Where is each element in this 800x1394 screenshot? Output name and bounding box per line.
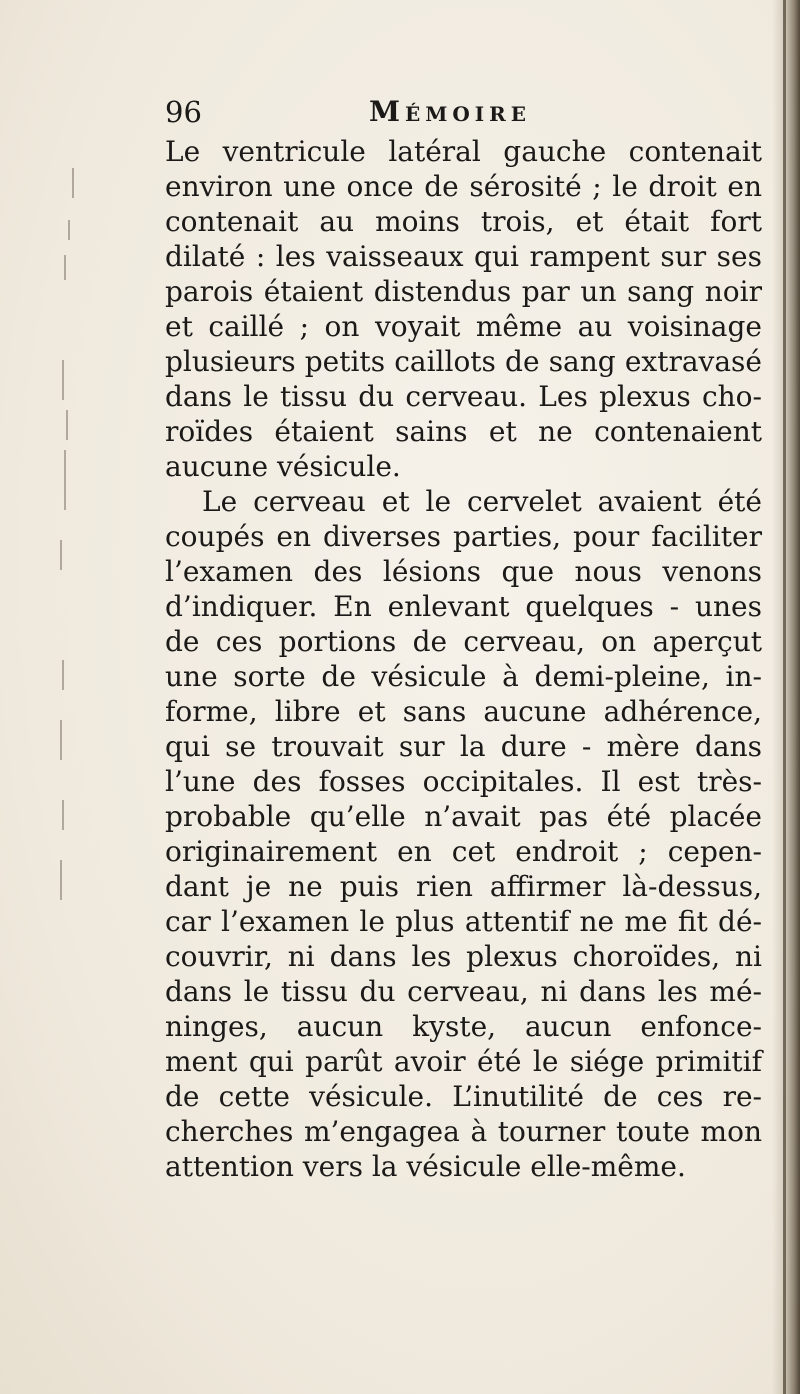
running-head: Mémoire <box>369 95 532 128</box>
paragraph-start-line: Le cerveau et le cervelet avaient été <box>202 485 762 518</box>
text-line: l’une des fosses occipitales. Il est très- <box>165 765 762 798</box>
margin-bleed-marks <box>50 160 80 960</box>
text-line: coupés en diverses parties, pour faciliter <box>165 520 762 553</box>
text-line: de cette vésicule. L’inutilité de ces re- <box>165 1080 762 1113</box>
text-line: originairement en cet endroit ; cepen- <box>165 835 762 868</box>
page-header <box>165 94 765 134</box>
text-line: qui se trouvait sur la dure - mère dans <box>165 730 762 763</box>
text-line: car l’examen le plus attentif ne me fit dé- <box>165 905 762 938</box>
body-text <box>165 134 762 1184</box>
text-line: parois étaient distendus par un sang noir <box>165 275 762 308</box>
text-line: roïdes étaient sains et ne contenaient <box>165 415 762 448</box>
text-line: probable qu’elle n’avait pas été placée <box>165 800 762 833</box>
text-line: ment qui parût avoir été le siége primitif <box>165 1045 762 1078</box>
paragraph-end-line: attention vers la vésicule elle-même. <box>165 1150 686 1183</box>
text-line: ninges, aucun kyste, aucun enfonce- <box>165 1010 762 1043</box>
text-line: plusieurs petits caillots de sang extravasé <box>165 345 762 378</box>
text-line: couvrir, ni dans les plexus choroïdes, ni <box>165 940 762 973</box>
binding-shadow <box>772 0 800 1394</box>
text-line: cherches m’engagea à tourner toute mon <box>165 1115 762 1148</box>
text-line: forme, libre et sans aucune adhérence, <box>165 695 762 728</box>
page-number: 96 <box>165 95 202 129</box>
text-line: une sorte de vésicule à demi-pleine, in- <box>165 660 762 693</box>
text-line: dans le tissu du cerveau, ni dans les mé- <box>165 975 762 1008</box>
text-line: dans le tissu du cerveau. Les plexus cho- <box>165 380 762 413</box>
text-line: l’examen des lésions que nous venons <box>165 555 762 588</box>
paragraph-end-line: aucune vésicule. <box>165 450 401 483</box>
text-line: d’indiquer. En enlevant quelques - unes <box>165 590 762 623</box>
text-line: environ une once de sérosité ; le droit en <box>165 170 762 203</box>
text-line: dilaté : les vaisseaux qui rampent sur ses <box>165 240 762 273</box>
text-line: de ces portions de cerveau, on aperçut <box>165 625 762 658</box>
binding-edge <box>783 0 786 1394</box>
text-line: contenait au moins trois, et était fort <box>165 205 762 238</box>
text-line: dant je ne puis rien affirmer là-dessus, <box>165 870 762 903</box>
text-line: Le ventricule latéral gauche contenait <box>165 135 762 168</box>
text-line: et caillé ; on voyait même au voisinage <box>165 310 762 343</box>
